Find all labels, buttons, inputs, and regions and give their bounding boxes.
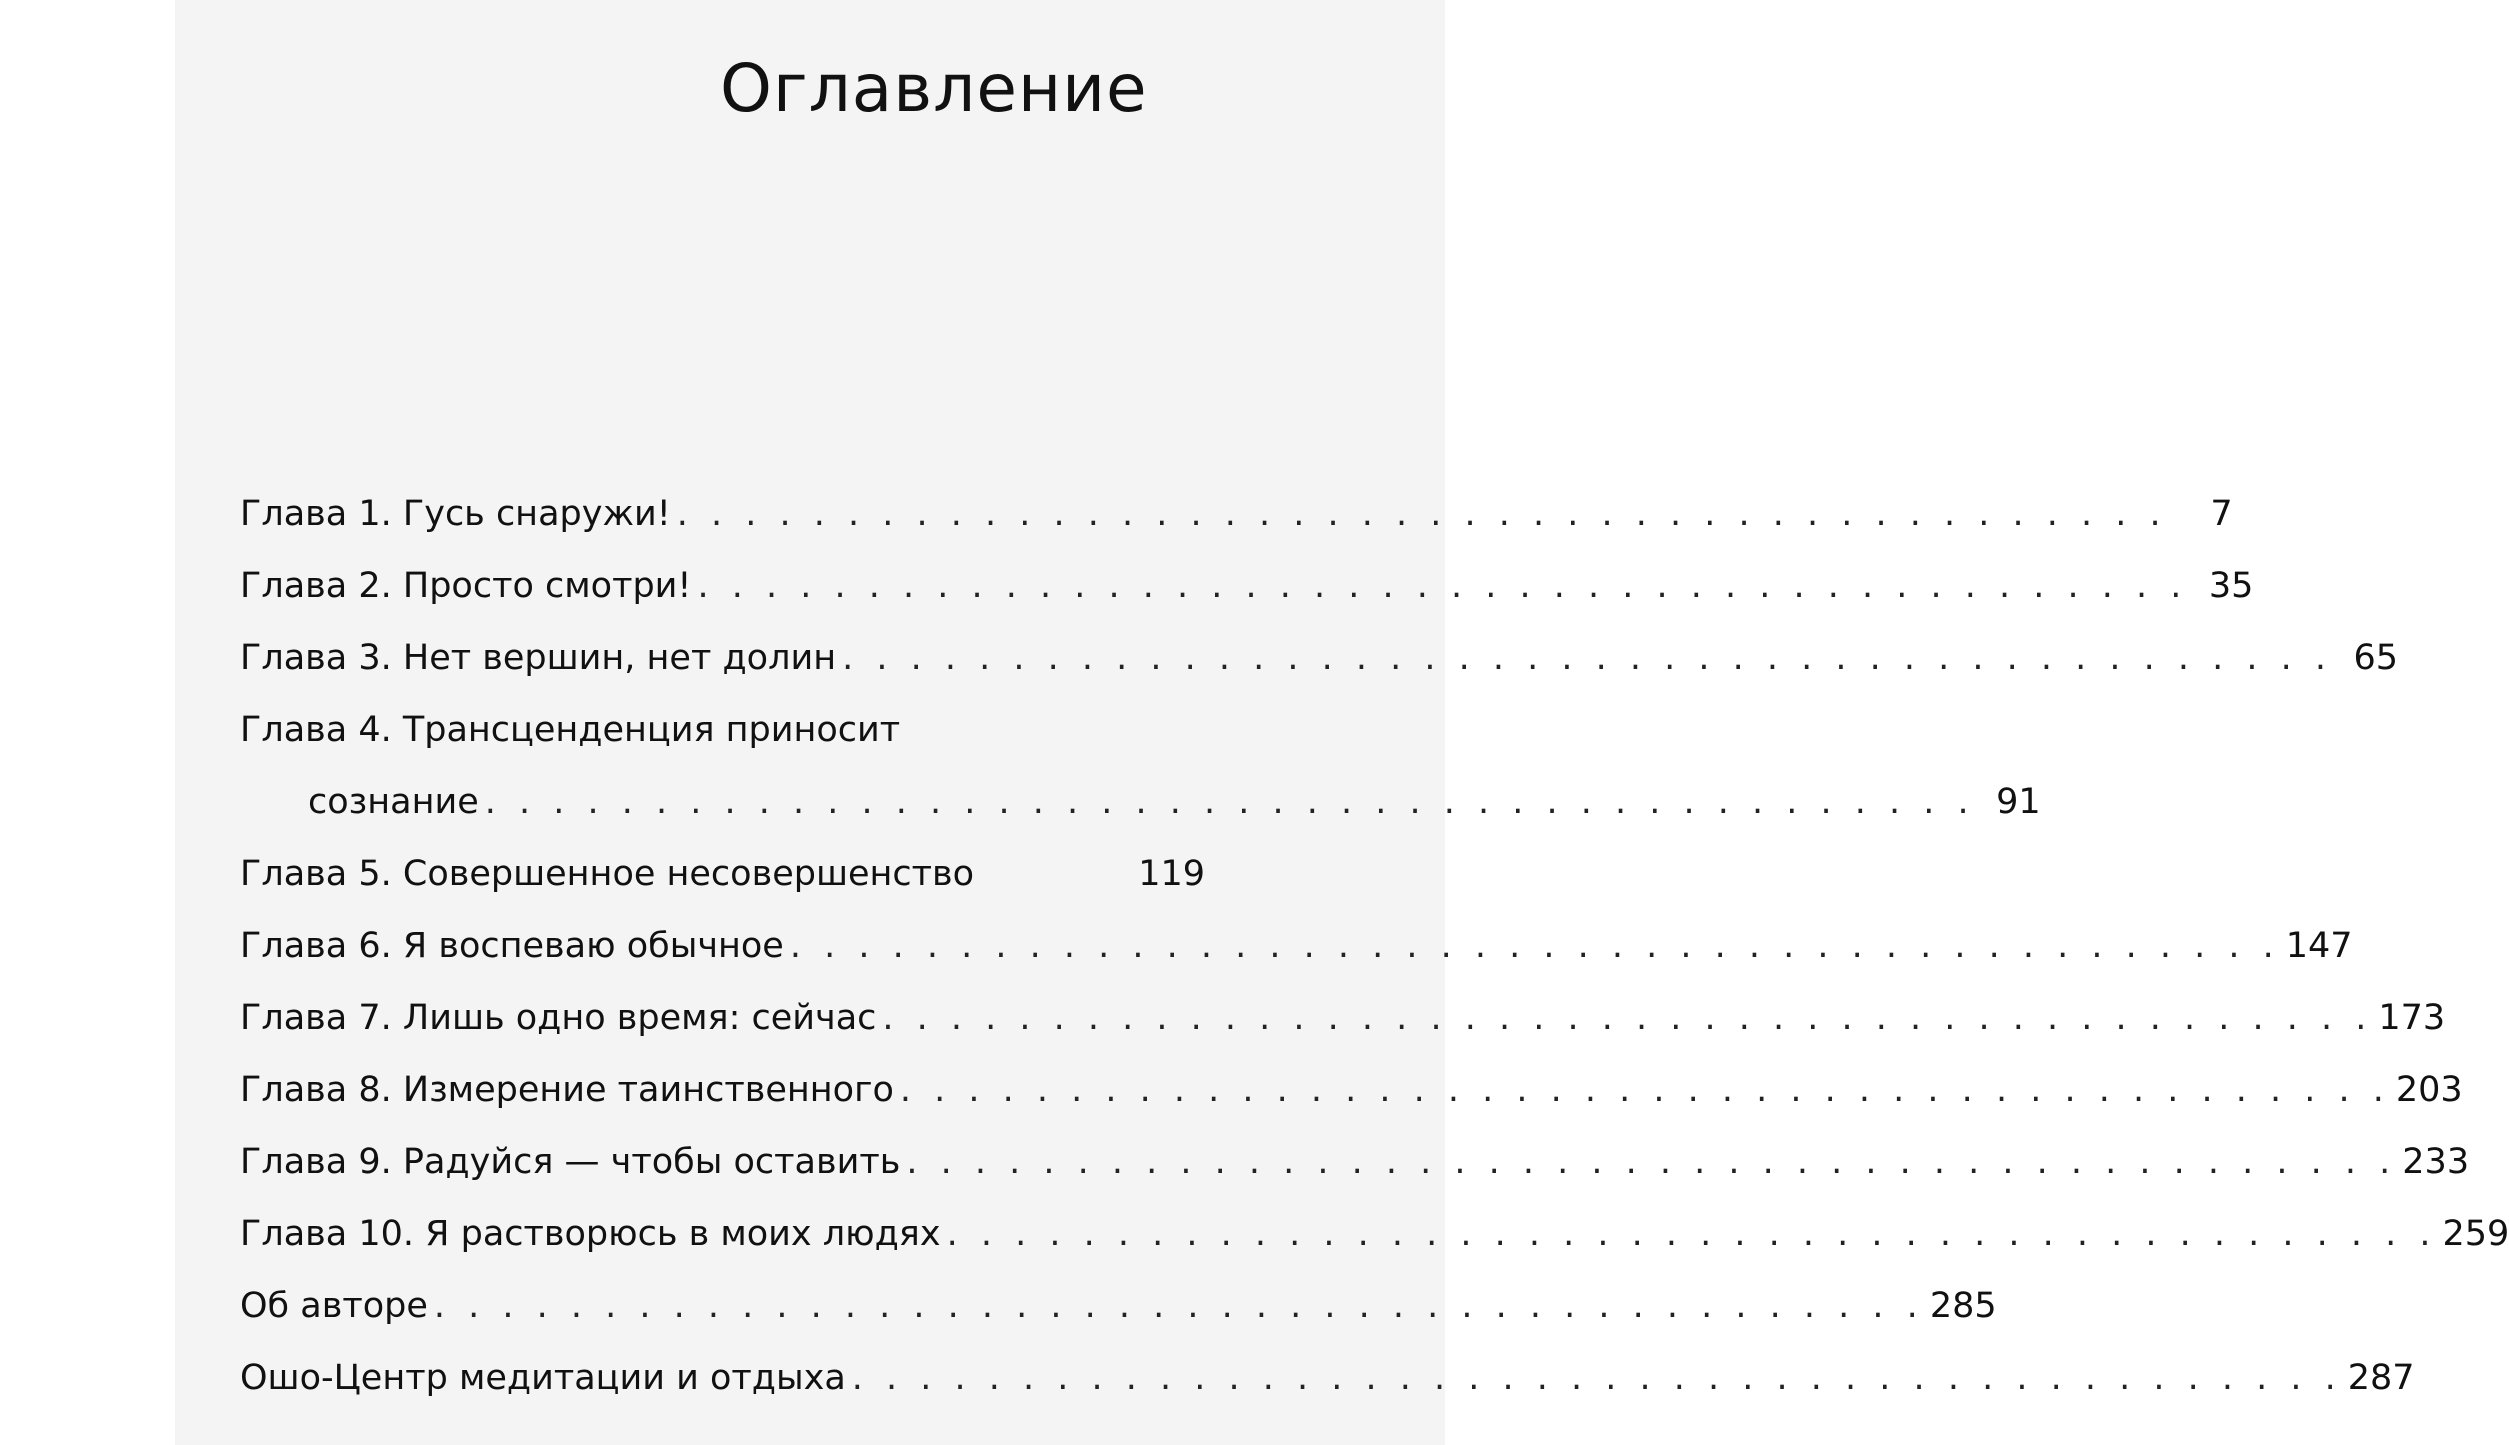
toc-entry-10 xyxy=(240,1214,2509,1286)
toc-entry-page: 233 xyxy=(2402,1142,2470,1182)
toc-entry-label: Глава 2. Просто смотри! xyxy=(240,566,692,606)
page-title: Оглавление xyxy=(720,50,1148,127)
toc-entry-label: Глава 1. Гусь снаружи! xyxy=(240,494,671,534)
toc-entry-label: Глава 4. Трансценденция приносит xyxy=(240,710,901,750)
toc-entry-5 xyxy=(240,854,1205,926)
toc-entry-9 xyxy=(240,1142,2470,1214)
toc-entry-page: 119 xyxy=(1138,854,1205,894)
toc-entry-label: Глава 9. Радуйся — чтобы оставить xyxy=(240,1142,901,1182)
toc-entry-label: Ошо-Центр медитации и отдыха xyxy=(240,1358,846,1398)
toc-entry-page: 7 xyxy=(2210,494,2233,534)
toc-entry-1 xyxy=(240,494,2233,566)
toc-entry-page: 285 xyxy=(1929,1286,1997,1326)
toc-entry-label: Об авторе xyxy=(240,1286,428,1326)
toc-entry-11 xyxy=(240,1286,1997,1358)
table-of-contents xyxy=(240,494,2509,1430)
toc-entry-7 xyxy=(240,998,2446,1070)
toc-entry-page: 173 xyxy=(2378,998,2446,1038)
toc-entry-4 xyxy=(240,710,2041,854)
leader-dots: . . . . . . . . . . . . . . . . . . . . . . . . . . . . . . . . . . . . . . . . . . . . xyxy=(697,566,2188,606)
leader-dots: . . . . . . . . . . . . . . . . . . . . . . . . . . . . . . . . . . . . . . . . . . . . xyxy=(842,638,2332,678)
toc-entry-page: 287 xyxy=(2347,1358,2415,1398)
leader-dots: . . . . . . . . . . . . . . . . . . . . . . . . . . . . . . . . . . . . . . . . . . . . xyxy=(484,782,1975,822)
leader-dots: . . . . . . . . . . . . . . . . . . . . . . . . . . . . . . . . . . . . . . . . . . . . xyxy=(851,1358,2342,1398)
toc-entry-12 xyxy=(240,1358,2415,1430)
page-margin xyxy=(0,0,175,1445)
leader-dots: . . . . . . . . . . . . . . . . . . . . . . . . . . . . . . . . . . . . . . . . . . . . xyxy=(882,998,2373,1038)
toc-entry-label: Глава 8. Измерение таинственного xyxy=(240,1070,894,1110)
leader-dots: . . . . . . . . . . . . . . . . . . . . . . . . . . . . . . . . . . . . . . . . . . . . xyxy=(433,1286,1924,1326)
toc-entry-page: 203 xyxy=(2395,1070,2463,1110)
toc-entry-page: 259 xyxy=(2442,1214,2509,1254)
toc-entry-8 xyxy=(240,1070,2463,1142)
toc-entry-label-continuation: сознание xyxy=(308,782,479,822)
toc-entry-label: Глава 5. Совершенное несовершенство xyxy=(240,854,975,894)
leader-dots: . . . . . . . . . . . . . . . . . . . . . . . . . . . . . . . . . . . . . . . . . . . . xyxy=(946,1214,2437,1254)
toc-entry-page: 65 xyxy=(2353,638,2398,678)
toc-entry-label: Глава 10. Я растворюсь в моих людях xyxy=(240,1214,941,1254)
toc-entry-2 xyxy=(240,566,2254,638)
leader-dots: . . . . . . . . . . . . . . . . . . . . . . . . . . . . . . . . . . . . . . . . . . . . xyxy=(789,926,2280,966)
toc-entry-6 xyxy=(240,926,2353,998)
toc-entry-label: Глава 7. Лишь одно время: сейчас xyxy=(240,998,877,1038)
leader-dots: . . . . . . . . . . . . . . . . . . . . . . . . . . . . . . . . . . . . . . . . . . . . xyxy=(899,1070,2390,1110)
toc-entry-3 xyxy=(240,638,2398,710)
toc-entry-label: Глава 3. Нет вершин, нет долин xyxy=(240,638,837,678)
toc-entry-page: 147 xyxy=(2285,926,2353,966)
leader-dots: . . . . . . . . . . . . . . . . . . . . . . . . . . . . . . . . . . . . . . . . . . . . xyxy=(906,1142,2397,1182)
toc-entry-page: 91 xyxy=(1996,782,2041,822)
leader-dots: . . . . . . . . . . . . . . . . . . . . . . . . . . . . . . . . . . . . . . . . . . . . xyxy=(676,494,2167,534)
toc-entry-label: Глава 6. Я воспеваю обычное xyxy=(240,926,784,966)
toc-entry-page: 35 xyxy=(2208,566,2254,606)
